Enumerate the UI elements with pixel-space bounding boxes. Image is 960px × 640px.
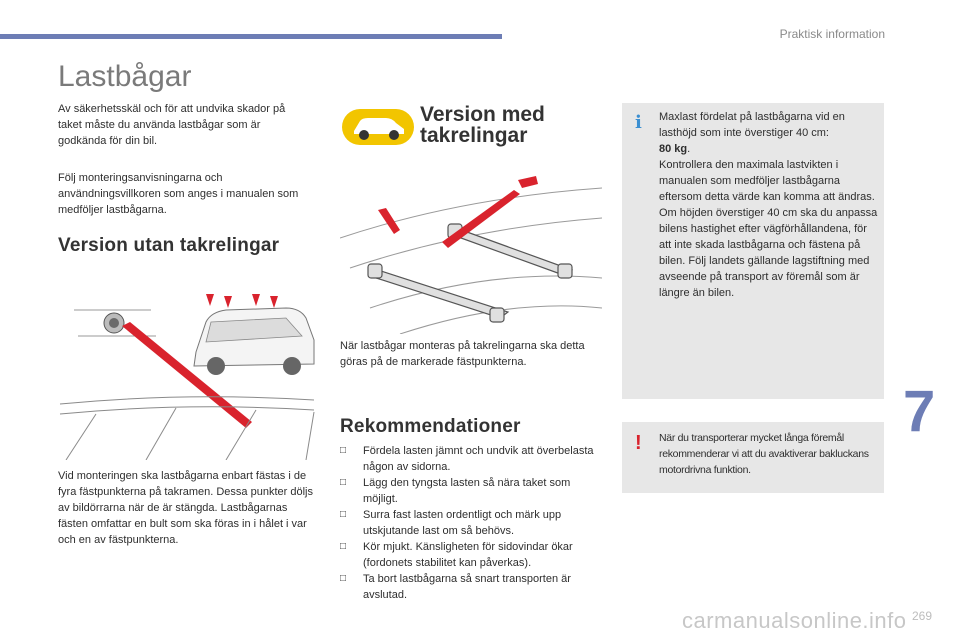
list-item: [340, 443, 602, 475]
roof-frame: [60, 397, 314, 460]
heading-with-rails: [420, 104, 545, 146]
list-item-text: Ta bort lastbågarna så snart transporten är avslutad.: [363, 573, 571, 601]
chapter-number: 7: [903, 379, 936, 444]
info-rest: Kontrollera den maximala lastvikten i manualen som medföljer lastbågarna eftersom detta värde kan komma att ändras. Om höjden överstiger 40 cm ska du anpassa bilens hastighet efter vägförhållandena, för att inte skada lastbågarna och fästena på bilen. Följ landets gällande lagstiftning med avseende på transport av föremål som är längre än bilen.: [659, 159, 878, 299]
red-arrows-top: [206, 294, 278, 308]
list-item: [340, 507, 602, 539]
list-item: [340, 475, 602, 507]
car-rear-view: [194, 308, 314, 375]
bullet-icon: □: [340, 445, 347, 456]
with-rails-caption: När lastbågar monteras på takrelingarna ska detta göras på de markerade fästpunkterna.: [340, 340, 585, 368]
exclamation-icon: !: [635, 432, 642, 454]
list-item-text: Kör mjukt. Känsligheten för sidovindar ökar (fordonets stabilitet kan påverkas).: [363, 541, 573, 569]
info-box-text: [659, 109, 879, 301]
roof-fixing-points-illustration: [56, 282, 318, 460]
without-rails-caption: Vid monteringen ska lastbågarna enbart fästas i de fyra fästpunkterna på takramen. Dessa punkter döljs av bildörrarna när de är stängda. Lastbågarnas fästen omfattar en bult som ska föras in i hålet i var och en av fästpunkterna.: [58, 470, 313, 546]
section-header: Praktisk information: [779, 27, 885, 41]
info-line-1: Maxlast fördelat på lastbågarna vid en lasthöjd som inte överstiger 40 cm:: [659, 111, 845, 139]
info-max-load: 80 kg: [659, 143, 688, 155]
header-accent-bar: [0, 34, 502, 39]
car-icon: [342, 109, 414, 145]
intro-paragraph-2: Följ monteringsanvisningarna och användningsvillkoren som anges i manualen som medföljer lastbågarna.: [58, 172, 299, 216]
bullet-icon: □: [340, 509, 347, 520]
list-item-text: Fördela lasten jämnt och undvik att överbelasta någon av sidorna.: [363, 445, 594, 473]
recommendations-list: [340, 443, 602, 603]
list-item-text: Surra fast lasten ordentligt och märk upp utskjutande last om så behövs.: [363, 509, 562, 537]
list-item-text: Lägg den tyngsta lasten så nära taket som möjligt.: [363, 477, 571, 505]
info-box: [622, 103, 884, 399]
heading-recommendations: Rekommendationer: [340, 416, 521, 437]
red-arrows-rails: [378, 176, 538, 248]
roof-rails-illustration: [340, 168, 602, 334]
watermark: carmanualsonline.info: [682, 608, 907, 633]
intro-paragraph-1: Av säkerhetsskäl och för att undvika skador på taket måste du använda lastbågar som är godkända för din bil.: [58, 103, 286, 147]
heading-with-rails-line1: Version med: [420, 103, 545, 126]
page-title: Lastbågar: [58, 60, 192, 93]
warning-box: [622, 422, 884, 493]
page-number: 269: [912, 609, 933, 623]
roof-bars: [368, 224, 572, 322]
bullet-icon: □: [340, 573, 347, 584]
list-item: [340, 571, 602, 603]
info-period: .: [687, 143, 691, 155]
heading-without-rails: Version utan takrelingar: [58, 235, 280, 256]
bullet-icon: □: [340, 477, 347, 488]
fixing-point-detail: [74, 310, 156, 336]
bullet-icon: □: [340, 541, 347, 552]
heading-with-rails-line2: takrelingar: [420, 124, 528, 147]
warning-text: När du transporterar mycket långa föremål rekommenderar vi att du avaktiverar bakluckans motordrivna funktion.: [659, 432, 869, 476]
list-item: [340, 539, 602, 571]
info-icon: i: [635, 112, 642, 133]
